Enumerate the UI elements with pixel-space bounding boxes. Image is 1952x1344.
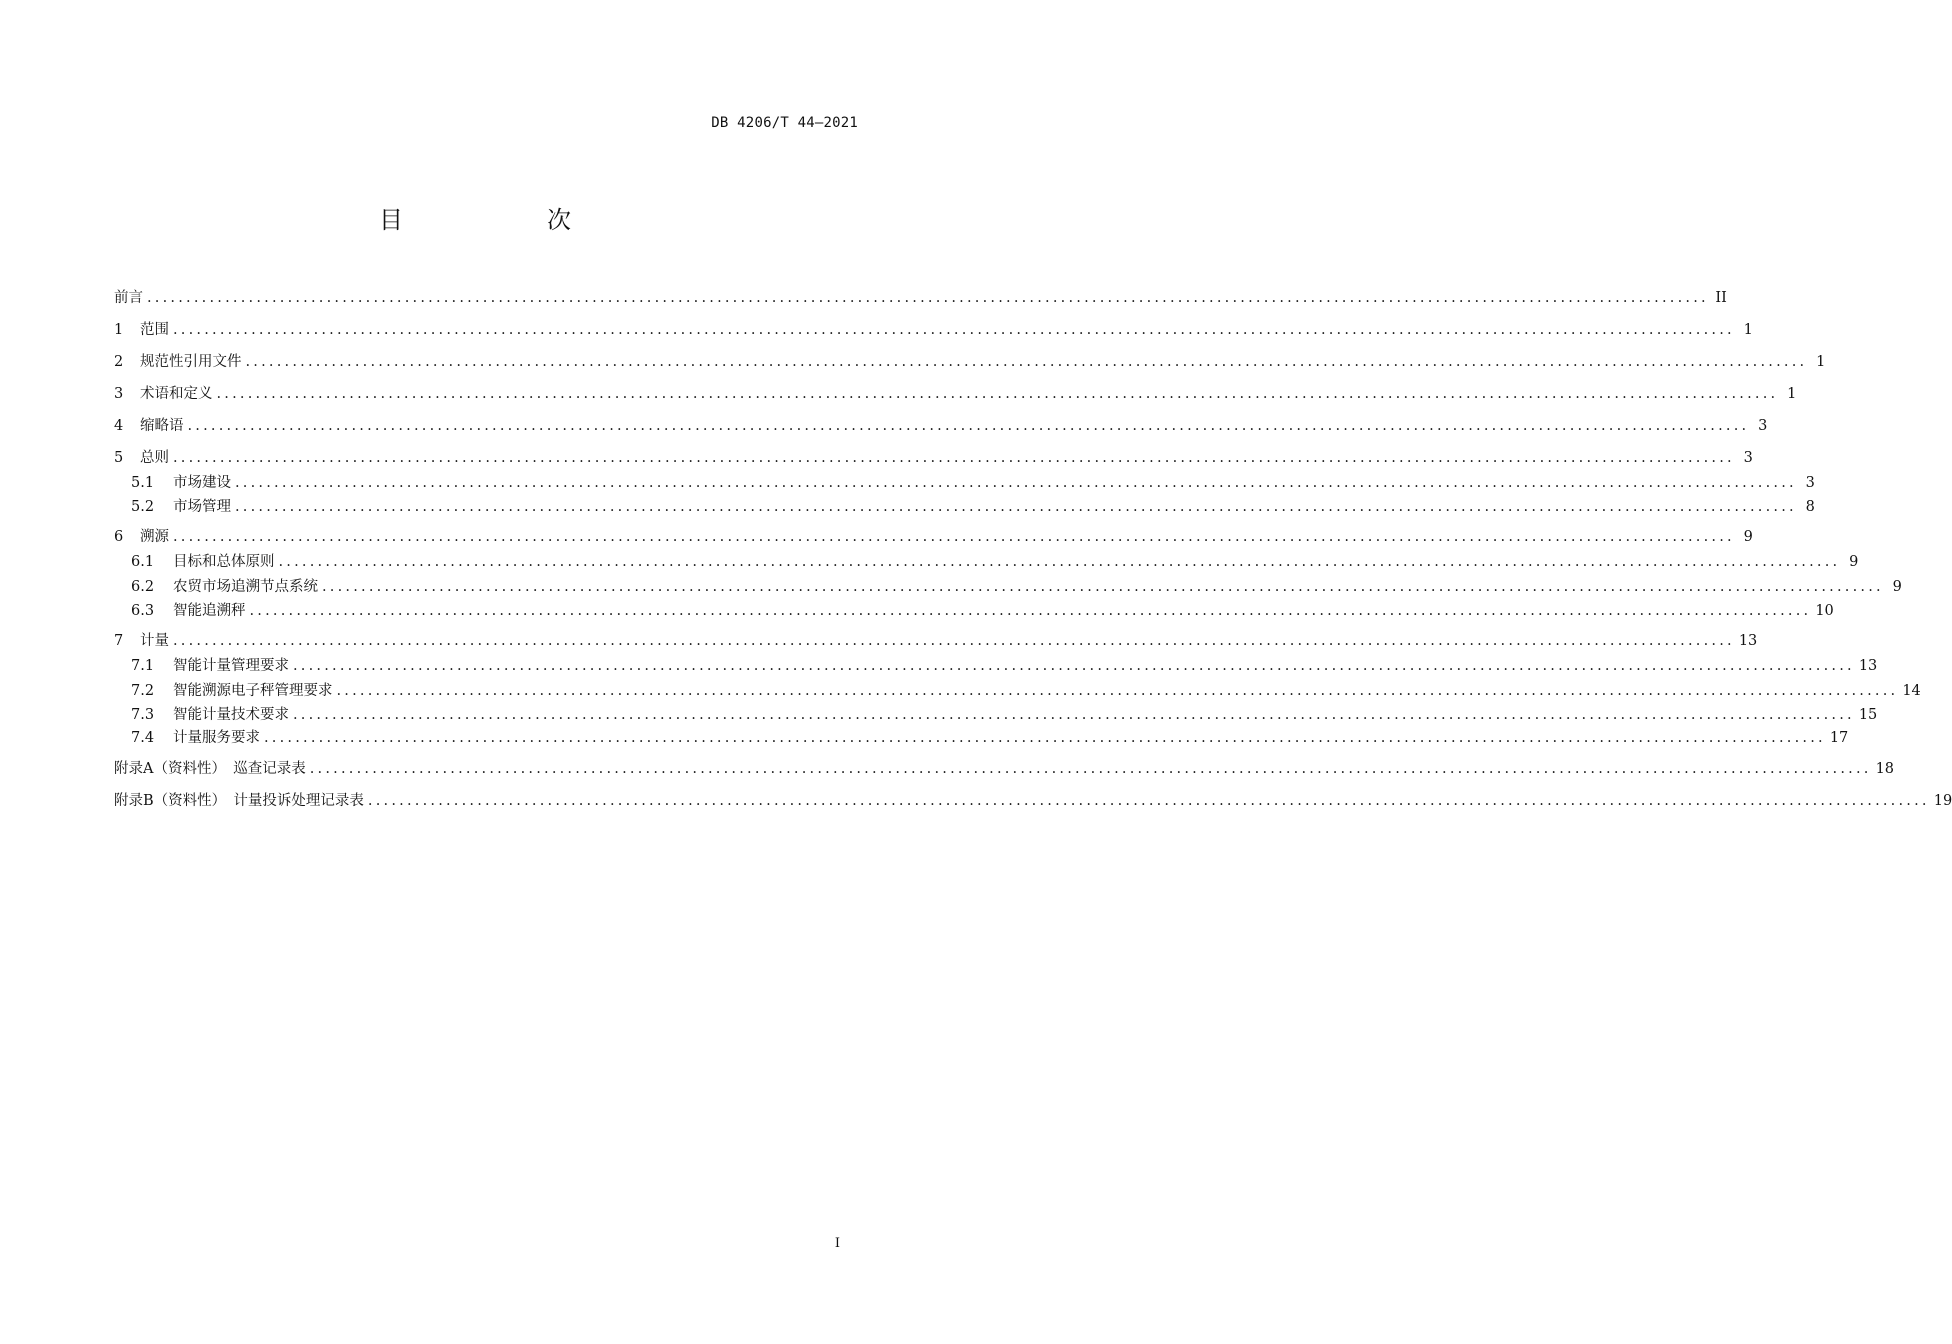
- toc-entry-number: 5.1: [131, 475, 155, 491]
- dot-leader: ........................................................................................................................................................................................................: [235, 475, 1797, 491]
- toc-entry-label: 计量: [140, 633, 169, 649]
- toc-entry-page: 8: [1805, 499, 1815, 515]
- dot-leader: ........................................................................................................................................................................................................: [293, 707, 1855, 723]
- toc-entry-page: 1: [1743, 322, 1753, 338]
- toc-entry-label: 农贸市场追溯节点系统: [173, 579, 318, 595]
- dot-leader: ........................................................................................................................................................................................................: [187, 418, 1750, 434]
- toc-entry-page: 9: [1892, 579, 1902, 595]
- toc-entry-number: 7.1: [131, 658, 155, 674]
- toc-entry-number: 5.2: [131, 499, 155, 515]
- toc-entry-number: 7.4: [131, 730, 155, 746]
- dot-leader: ........................................................................................................................................................................................................: [278, 554, 1841, 570]
- toc-entry-number: 6.1: [131, 554, 155, 570]
- toc-entry-number: 3: [114, 386, 124, 402]
- dot-leader: ........................................................................................................................................................................................................: [309, 761, 1872, 777]
- toc-entry-page: 17: [1829, 730, 1849, 746]
- toc-entry-page: 1: [1787, 386, 1797, 402]
- toc-entry-label: 规范性引用文件: [140, 354, 242, 370]
- toc-entry-page: 9: [1743, 529, 1753, 545]
- toc-entry[interactable]: [114, 727, 1849, 749]
- toc-entry-page: 3: [1805, 475, 1815, 491]
- toc-entry[interactable]: [114, 415, 1768, 437]
- toc-entry-page: 9: [1849, 554, 1859, 570]
- dot-leader: ........................................................................................................................................................................................................: [367, 793, 1930, 809]
- toc-entry[interactable]: [114, 496, 1815, 518]
- dot-leader: ........................................................................................................................................................................................................: [173, 633, 1735, 649]
- toc-entry-page: II: [1715, 290, 1727, 306]
- toc-entry[interactable]: [114, 526, 1753, 548]
- toc-entry[interactable]: [114, 630, 1758, 652]
- toc-entry[interactable]: [114, 576, 1902, 598]
- toc-entry-number: 5: [114, 450, 124, 466]
- toc-entry-page: 15: [1858, 707, 1878, 723]
- dot-leader: ........................................................................................................................................................................................................: [173, 450, 1735, 466]
- toc-entry-page: 19: [1933, 793, 1952, 809]
- dot-leader: ........................................................................................................................................................................................................: [235, 499, 1797, 515]
- toc-entry-label: 附录B（资料性） 计量投诉处理记录表: [114, 793, 364, 809]
- toc-entry[interactable]: [114, 472, 1815, 494]
- toc-entry-number: 1: [114, 322, 124, 338]
- toc-entry-number: 7.3: [131, 707, 155, 723]
- dot-leader: ........................................................................................................................................................................................................: [293, 658, 1855, 674]
- dot-leader: ........................................................................................................................................................................................................: [336, 683, 1899, 699]
- dot-leader: ........................................................................................................................................................................................................: [322, 579, 1884, 595]
- toc-entry-page: 3: [1758, 418, 1768, 434]
- toc-entry[interactable]: [114, 680, 1921, 702]
- toc-entry-label: 市场管理: [173, 499, 231, 515]
- toc-entry-page: 14: [1902, 683, 1921, 699]
- toc-entry-label: 目标和总体原则: [173, 554, 275, 570]
- toc-entry[interactable]: [114, 319, 1753, 341]
- toc-entry-page: 18: [1875, 761, 1895, 777]
- toc-entry-label: 智能溯源电子秤管理要求: [173, 683, 333, 699]
- toc-entry-label: 溯源: [140, 529, 169, 545]
- toc-entry[interactable]: [114, 600, 1834, 622]
- toc-entry-label: 范围: [140, 322, 169, 338]
- toc-entry-label: 术语和定义: [140, 386, 213, 402]
- dot-leader: ........................................................................................................................................................................................................: [216, 386, 1779, 402]
- page-title: 目 次: [379, 206, 631, 234]
- toc-entry-label: 前言: [114, 290, 143, 306]
- dot-leader: ........................................................................................................................................................................................................: [249, 603, 1812, 619]
- toc-entry[interactable]: [114, 704, 1878, 726]
- toc-entry-label: 缩略语: [140, 418, 184, 434]
- toc-entry-label: 计量服务要求: [173, 730, 260, 746]
- toc-entry[interactable]: [114, 383, 1797, 405]
- toc-entry-label: 总则: [140, 450, 169, 466]
- dot-leader: ........................................................................................................................................................................................................: [264, 730, 1826, 746]
- toc-entry-label: 市场建设: [173, 475, 231, 491]
- toc-entry[interactable]: [114, 655, 1878, 677]
- toc-entry[interactable]: [114, 351, 1826, 373]
- toc-entry[interactable]: [114, 447, 1753, 469]
- toc-entry-number: 7.2: [131, 683, 155, 699]
- document-number: DB 4206/T 44—2021: [711, 115, 858, 131]
- toc-entry[interactable]: [114, 758, 1895, 780]
- dot-leader: ........................................................................................................................................................................................................: [147, 290, 1709, 306]
- dot-leader: ........................................................................................................................................................................................................: [173, 529, 1735, 545]
- toc-entry-page: 3: [1743, 450, 1753, 466]
- page-number: I: [834, 1236, 840, 1251]
- toc-entry-number: 6.2: [131, 579, 155, 595]
- toc-entry[interactable]: [114, 287, 1727, 309]
- toc-entry-page: 13: [1738, 633, 1758, 649]
- toc-entry-label: 智能计量管理要求: [173, 658, 289, 674]
- toc-entry[interactable]: [114, 790, 1952, 812]
- toc-entry-number: 6: [114, 529, 124, 545]
- toc-entry[interactable]: [114, 551, 1859, 573]
- toc-entry-number: 2: [114, 354, 124, 370]
- toc-entry-number: 7: [114, 633, 124, 649]
- toc-entry-number: 4: [114, 418, 124, 434]
- toc-entry-label: 智能追溯秤: [173, 603, 246, 619]
- toc-entry-label: 附录A（资料性） 巡查记录表: [114, 761, 306, 777]
- toc-entry-label: 智能计量技术要求: [173, 707, 289, 723]
- toc-entry-page: 1: [1816, 354, 1826, 370]
- toc-entry-page: 10: [1815, 603, 1834, 619]
- dot-leader: ........................................................................................................................................................................................................: [245, 354, 1808, 370]
- toc-entry-page: 13: [1858, 658, 1878, 674]
- toc-entry-number: 6.3: [131, 603, 155, 619]
- dot-leader: ........................................................................................................................................................................................................: [173, 322, 1735, 338]
